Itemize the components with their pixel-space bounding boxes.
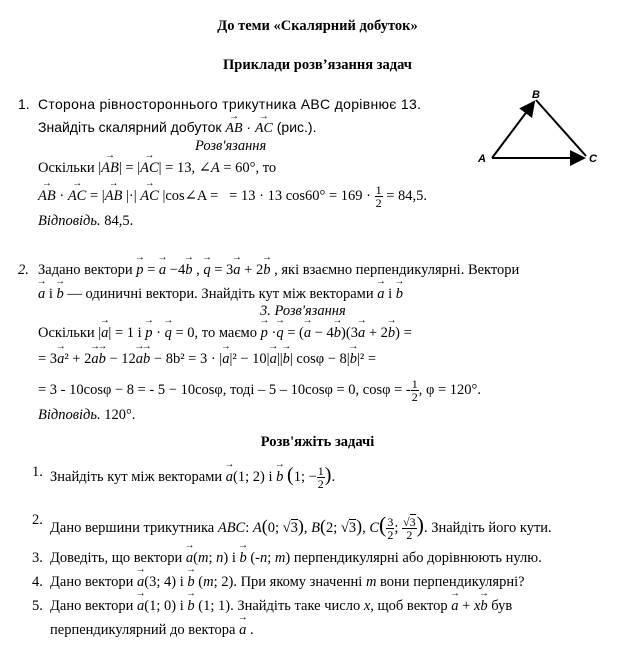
section-subtitle: Приклади розв’язання задач [223, 57, 412, 73]
exercise-5-line-1: Дано вектори → a(1; 0) і → b (1; 1). Знайдіть таке число x, щоб вектор → a + x→ b був [50, 598, 512, 615]
example-2-answer: Відповідь. 120°. [38, 407, 136, 423]
exercise-4: Дано вектори → a(3; 4) і → b (m; 2). При якому значенні m вони перпендикулярні? [50, 574, 525, 591]
example-1-line-3: Оскільки |→ AB| = |→ AC| = 13, ∠A = 60°, то [38, 160, 276, 177]
example-2-line-2: → a і → b — одиничні вектори. Знайдіть кут між векторами → a і → b [38, 286, 403, 303]
exercise-5-line-2: перпендикулярний до вектора → a . [50, 622, 254, 639]
example-2-number: 2. [18, 262, 29, 278]
example-1-number: 1. [18, 96, 30, 112]
example-2-line-5: = 3 - 10cosφ − 8 = - 5 − 10cosφ, тоді – 5 – 10cosφ = 0, cosφ = - $\frac{1}{2}$ , φ = 120°. [38, 377, 481, 404]
example-1-solution-label: Розв'язання [195, 138, 267, 154]
example-1-line-1: Сторона рівностороннього трикутника ABC дорівнює 13. [38, 96, 422, 112]
example-1-line-4: → AB · → AC = |→ AB |·| → AC |cos∠A = = 13 · 13 cos60° = 169 · $\frac{1}{2}$ = 84,5. [38, 184, 427, 209]
example-2-line-3: Оскільки |→ a| = 1 і → p · → q = 0, то маємо → p ·→ q = (→ a − 4→ b)(3→ a + 2→ b) = [38, 325, 412, 342]
example-1-line-2: Знайдіть скалярний добуток → AB · → AC (рис.). [38, 119, 316, 137]
exercise-1: Знайдіть кут між векторами → a(1; 2) і → b (1; − $\frac{1}{2}$ ). [50, 464, 335, 490]
exercise-1-number: 1. [32, 464, 43, 480]
vertex-b-label: B [532, 89, 540, 101]
example-2-solution-label: 3. Розв'язання [260, 303, 346, 319]
exercise-4-number: 4. [32, 574, 43, 590]
exercises-title: Розв'яжіть задачі [260, 434, 375, 450]
vertex-a-label: A [478, 153, 486, 165]
vector-ab-arrow [492, 102, 534, 158]
exercise-2: Дано вершини трикутника ABC: A(0; √3), B(2; √3), C( $\frac{3}{2}$ ; $\frac{√3}{2}$ ). Знайдіть його кути. [50, 512, 552, 543]
exercise-3: Доведіть, що вектори → a(m; n) і → b (-n; m) перпендикулярні або дорівнюють нулю. [50, 550, 542, 567]
exercise-5-number: 5. [32, 598, 43, 614]
vertex-c-label: C [589, 153, 597, 165]
example-2-line-4: = 3→ a² + 2→ a→ b − 12→ a→ b − 8b² = 3 · |→ a|² − 10|→ a||→ b| cosφ − 8|→ b|² = [38, 351, 376, 368]
side-bc-line [536, 100, 586, 156]
exercise-2-number: 2. [32, 512, 43, 528]
example-1-answer: Відповідь. 84,5. [38, 213, 134, 229]
exercise-3-number: 3. [32, 550, 43, 566]
triangle-figure [474, 88, 604, 170]
example-2-line-1: Задано вектори → p = → a −4→ b , → q = 3→ a + 2→ b , які взаємно перпендикулярні. Вектори [38, 262, 519, 279]
page-title: До теми «Скалярний добуток» [217, 18, 418, 34]
